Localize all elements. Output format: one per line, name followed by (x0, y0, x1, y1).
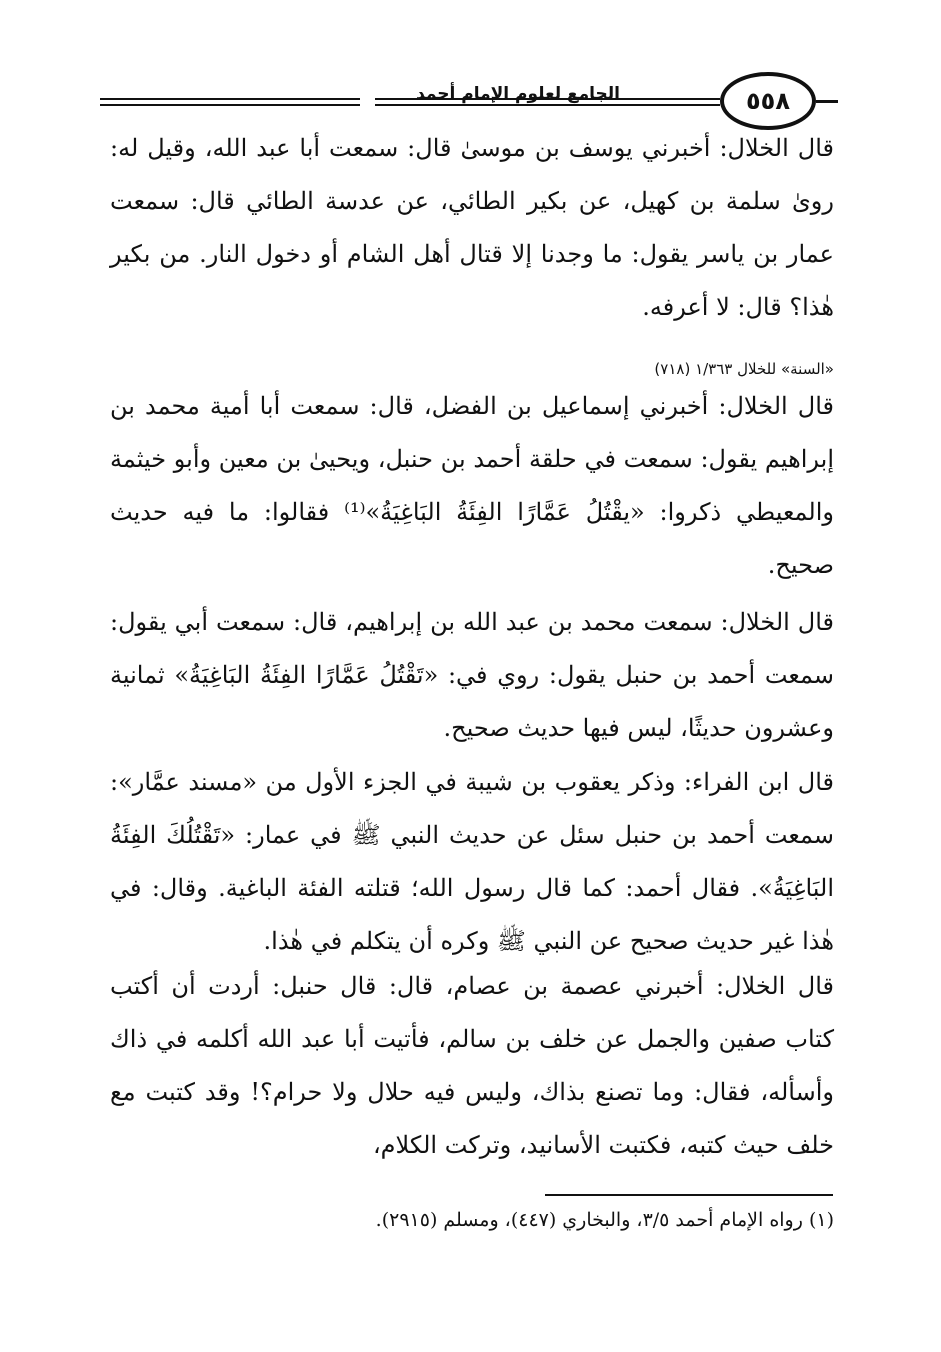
footnote: (١) رواه الإمام أحمد ٣/٥، والبخاري (٤٤٧)، ومسلم (٢٩١٥). (375, 1209, 834, 1231)
header-rule (100, 98, 360, 100)
page-number: ٥٥٨ (746, 87, 790, 115)
book-title: الجامع لعلوم الإمام أحمد (416, 84, 620, 104)
paragraph-2: قال الخلال: أخبرني إسماعيل بن الفضل، قال: سمعت أبا أمية محمد بن إبراهيم يقول: سمعت في حلقة أحمد بن حنبل، ويحيىٰ بن معين وأبو خيثمة والمعيطي ذكروا: «يقْتُلُ عَمَّارًا الفِئَةُ البَاغِيَةُ»⁽¹⁾ فقالوا: ما فيه حديث صحيح. (110, 392, 834, 579)
header-rule (375, 104, 720, 106)
paragraph-4: قال ابن الفراء: وذكر يعقوب بن شيبة في الجزء الأول من «مسند عمَّار»: سمعت أحمد بن حنبل سئل عن حديث النبي ﷺ في عمار: «تَقْتُلُكَ الفِئَةُ البَاغِيَةُ». فقال أحمد: كما قال رسول الله؛ قتلته الفئة الباغية. وقال: في هٰذا غير حديث صحيح عن النبي ﷺ وكره أن يتكلم في هٰذا. (110, 768, 834, 955)
paragraph-1: قال الخلال: أخبرني يوسف بن موسىٰ قال: سمعت أبا عبد الله، وقيل له: روىٰ سلمة بن كهيل، عن بكير الطائي، عن عدسة الطائي قال: سمعت عمار بن ياسر يقول: ما وجدنا إلا قتال أهل الشام أو دخول النار. من بكير هٰذا؟ قال: لا أعرفه. (110, 134, 834, 321)
footnote-separator (545, 1194, 833, 1196)
header-rule (816, 100, 838, 103)
paragraph-3: قال الخلال: سمعت محمد بن عبد الله بن إبراهيم، قال: سمعت أبي يقول: سمعت أحمد بن حنبل يقول: روي في: «تَقْتُلُ عَمَّارًا الفِئَةُ البَاغِيَةُ» ثمانية وعشرون حديثًا، ليس فيها حديث صحيح. (110, 608, 834, 742)
header-rule (100, 104, 360, 106)
paragraph-5: قال الخلال: أخبرني عصمة بن عصام، قال: قال حنبل: أردت أن أكتب كتاب صفين والجمل عن خلف بن سالم، فأتيت أبا عبد الله أكلمه في ذاك وأسأله، فقال: وما تصنع بذاك، وليس فيه حلال ولا حرام؟! وقد كتبت مع خلف حيث كتبه، فكتبت الأسانيد، وتركت الكلام، (110, 972, 834, 1159)
source-citation: «السنة» للخلال ١/٣٦٣ (٧١٨) (654, 360, 834, 378)
